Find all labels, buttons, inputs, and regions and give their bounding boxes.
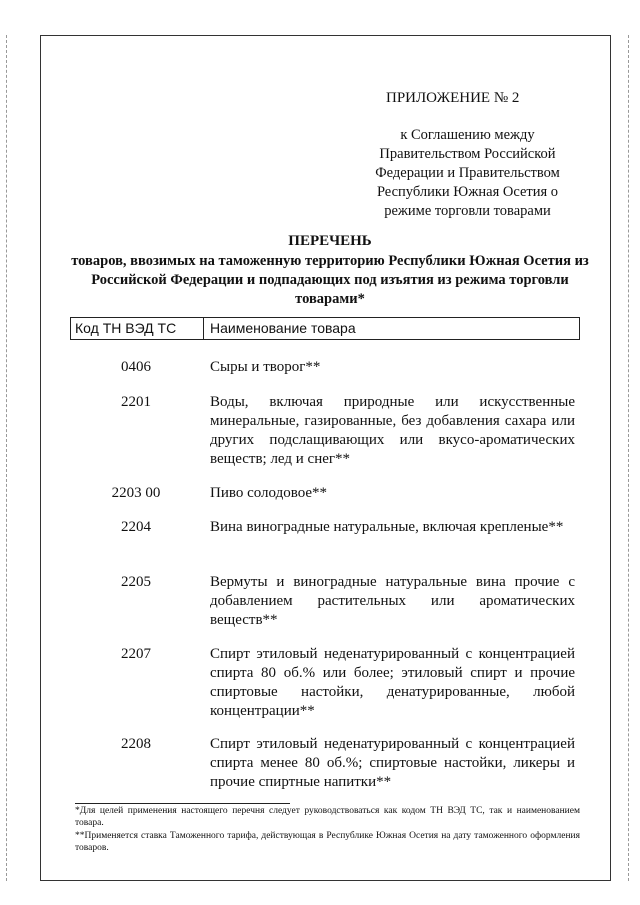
agreement-line: режиме торговли товарами [384, 203, 551, 219]
agreement-line: Федерации и Правительством [375, 165, 560, 181]
document-heading [60, 232, 600, 309]
row-name: Спирт этиловый неденатурированный с концентрацией спирта 80 об.% или более; этиловый спирт и прочие спиртовые настойки, денатурированные, любой концентрации** [210, 646, 575, 719]
row-name: Вермуты и виноградные натуральные вина прочие с добавлением растительных или ароматических веществ** [210, 574, 575, 628]
scan-edge-right [628, 35, 631, 881]
row-code: 0406 [121, 359, 151, 375]
row-code: 2203 00 [111, 485, 161, 501]
heading-title: ПЕРЕЧЕНЬ [288, 233, 372, 249]
row-code: 2201 [121, 394, 151, 410]
heading-subtitle: товаров, ввозимых на таможенную территорию Республики Южная Осетия из Российской Федерации и подпадающих под изъятия из режима торговли товарами* [71, 253, 589, 307]
agreement-reference [340, 126, 595, 221]
appendix-label: ПРИЛОЖЕНИЕ № 2 [386, 90, 520, 106]
agreement-line: Республики Южная Осетия о [376, 184, 559, 200]
table-header [70, 317, 580, 340]
row-name: Пиво солодовое** [210, 485, 328, 501]
row-code: 2205 [121, 574, 151, 590]
row-code: 2204 [121, 519, 151, 535]
row-name: Спирт этиловый неденатурированный с концентрацией спирта менее 80 об.%; спиртовые настойки, ликеры и прочие спиртные напитки** [210, 736, 575, 790]
row-code: 2207 [121, 646, 151, 662]
row-name: Вина виноградные натуральные, включая крепленые** [210, 519, 564, 535]
agreement-line: к Соглашению между [400, 127, 535, 143]
row-code: 2208 [121, 736, 151, 752]
footnotes [75, 806, 580, 856]
footnote: **Применяется ставка Таможенного тарифа, действующая в Республике Южная Осетия на дату таможенного оформления товаров. [75, 831, 580, 853]
footnote: *Для целей применения настоящего перечня следует руководствоваться как кодом ТН ВЭД ТС, так и наименованием товара. [75, 806, 580, 828]
footnote-divider [75, 803, 290, 804]
scan-edge-left [6, 35, 9, 881]
agreement-line: Правительством Российской [379, 146, 556, 162]
row-name: Сыры и творог** [210, 359, 321, 375]
header-code: Код ТН ВЭД ТС [71, 318, 204, 339]
row-name: Воды, включая природные или искусственные минеральные, газированные, без добавления сахара или других подслащивающих или вкусо-ароматических веществ; лед и снег** [210, 394, 575, 467]
header-name: Наименование товара [210, 320, 356, 336]
